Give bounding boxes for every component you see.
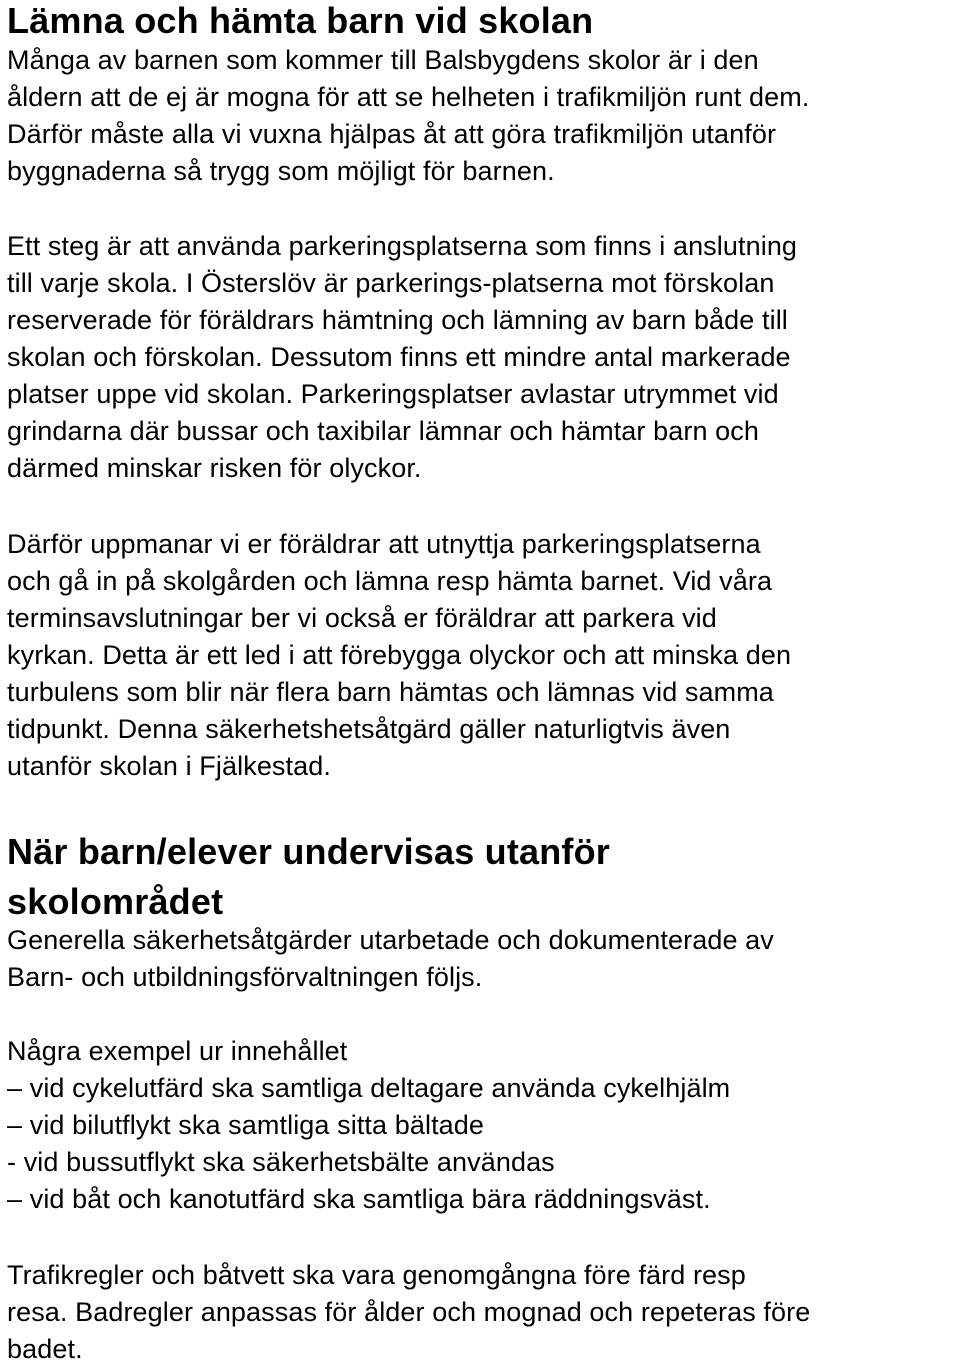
text-line: åldern att de ej är mogna för att se helheten i trafikmiljön runt dem. bbox=[7, 82, 810, 112]
text-line: därmed minskar risken för olyckor. bbox=[7, 453, 422, 483]
text-line: kyrkan. Detta är ett led i att förebygga olyckor och att minska den bbox=[7, 640, 792, 670]
examples-heading: Några exempel ur innehållet bbox=[7, 1036, 348, 1066]
parking-paragraph bbox=[7, 228, 797, 487]
text-line: terminsavslutningar ber vi också er föräldrar att parkera vid bbox=[7, 603, 717, 633]
text-line: Därför uppmanar vi er föräldrar att utnyttja parkeringsplatserna bbox=[7, 529, 761, 559]
text-line: badet. bbox=[7, 1334, 83, 1364]
text-line: byggnaderna så trygg som möjligt för barnen. bbox=[7, 156, 555, 186]
text-line: platser uppe vid skolan. Parkeringsplatser avlastar utrymmet vid bbox=[7, 379, 779, 409]
text-line: grindarna där bussar och taxibilar lämnar och hämtar barn och bbox=[7, 416, 759, 446]
list-item: – vid båt och kanotutfärd ska samtliga bära räddningsväst. bbox=[7, 1184, 711, 1214]
text-line: Ett steg är att använda parkeringsplatserna som finns i anslutning bbox=[7, 231, 798, 261]
list-item: – vid bilutflykt ska samtliga sitta bältade bbox=[7, 1110, 485, 1140]
text-line: reserverade för föräldrars hämtning och lämning av barn både till bbox=[7, 305, 788, 335]
examples-list bbox=[7, 1033, 730, 1218]
text-line: Trafikregler och båtvett ska vara genomgångna före färd resp bbox=[7, 1260, 746, 1290]
intro-paragraph bbox=[7, 42, 809, 190]
text-line: tidpunkt. Denna säkerhetshetsåtgärd gäller naturligtvis även bbox=[7, 714, 731, 744]
text-line: Därför måste alla vi vuxna hjälpas åt att göra trafikmiljön utanför bbox=[7, 119, 777, 149]
text-line: och gå in på skolgården och lämna resp hämta barnet. Vid våra bbox=[7, 566, 773, 596]
list-item: – vid cykelutfärd ska samtliga deltagare använda cykelhjälm bbox=[7, 1073, 731, 1103]
text-line: turbulens som blir när flera barn hämtas och lämnas vid samma bbox=[7, 677, 774, 707]
closing-paragraph bbox=[7, 1257, 810, 1368]
text-line: resa. Badregler anpassas för ålder och mognad och repeteras före bbox=[7, 1297, 811, 1327]
general-measures-paragraph bbox=[7, 922, 774, 996]
section-title-outside-school bbox=[7, 827, 767, 927]
appeal-paragraph bbox=[7, 526, 791, 785]
text-line: till varje skola. I Österslöv är parkerings-platserna mot förskolan bbox=[7, 268, 775, 298]
list-item: - vid bussutflykt ska säkerhetsbälte användas bbox=[7, 1147, 555, 1177]
text-line: Generella säkerhetsåtgärder utarbetade och dokumenterade av bbox=[7, 925, 774, 955]
title-line: skolområdet bbox=[7, 881, 224, 922]
text-line: utanför skolan i Fjälkestad. bbox=[7, 751, 331, 781]
text-line: skolan och förskolan. Dessutom finns ett mindre antal markerade bbox=[7, 342, 791, 372]
title-line: När barn/elever undervisas utanför bbox=[7, 831, 611, 872]
text-line: Många av barnen som kommer till Balsbygdens skolor är i den bbox=[7, 45, 759, 75]
section-title-pickup: Lämna och hämta barn vid skolan bbox=[7, 0, 594, 41]
text-line: Barn- och utbildningsförvaltningen följs. bbox=[7, 962, 483, 992]
